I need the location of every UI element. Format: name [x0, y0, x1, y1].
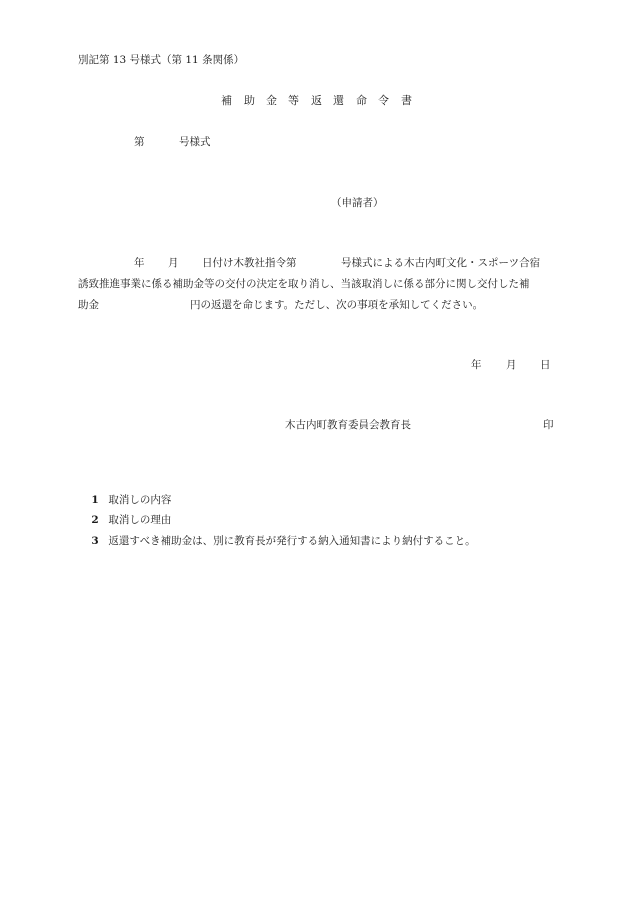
body-line3-rest: 円の返還を命じます。ただし、次の事項を承知してください。 [190, 299, 484, 311]
title-char: 書 [401, 94, 412, 107]
body-year: 年 [134, 257, 145, 269]
body-line1-rest: 号様式による木古内町文化・スポーツ合宿 [341, 257, 541, 269]
title-char: 金 [266, 94, 277, 107]
date-year: 年 [471, 359, 482, 371]
title-char: 助 [244, 94, 255, 107]
list-item [78, 520, 476, 562]
issuer-name: 木古内町教育委員会教育長 [285, 419, 411, 431]
title-char: 令 [378, 94, 389, 107]
title-char: 命 [356, 94, 367, 107]
title-char: 等 [288, 94, 299, 107]
title-char: 返 [311, 94, 322, 107]
doc-number-dai: 第 [134, 136, 145, 148]
title-char: 補 [221, 94, 232, 107]
doc-number-gou: 号様式 [179, 136, 211, 148]
title-char: 還 [333, 94, 344, 107]
body-line2: 誘致推進事業に係る補助金等の交付の決定を取り消し、当該取消しに係る部分に関し交付した補 [78, 278, 530, 290]
seal-mark: 印 [543, 419, 554, 431]
item-text: 取消しの理由 [108, 514, 172, 526]
item-number: 1 [91, 494, 99, 506]
item-number: 3 [91, 535, 99, 547]
body-month: 月 [168, 257, 179, 269]
form-number: 別記第 13 号様式（第 11 条関係） [78, 54, 245, 66]
item-text: 返還すべき補助金は、別に教育長が発行する納入通知書により納付すること。 [108, 535, 476, 547]
body-line3-start: 助金 [78, 299, 99, 311]
applicant-label: （申請者） [331, 197, 384, 209]
item-text: 取消しの内容 [108, 494, 172, 506]
body-line1-text: 日付け木教社指令第 [202, 257, 297, 269]
item-number: 2 [91, 514, 99, 526]
date-day: 日 [540, 359, 551, 371]
date-month: 月 [506, 359, 517, 371]
